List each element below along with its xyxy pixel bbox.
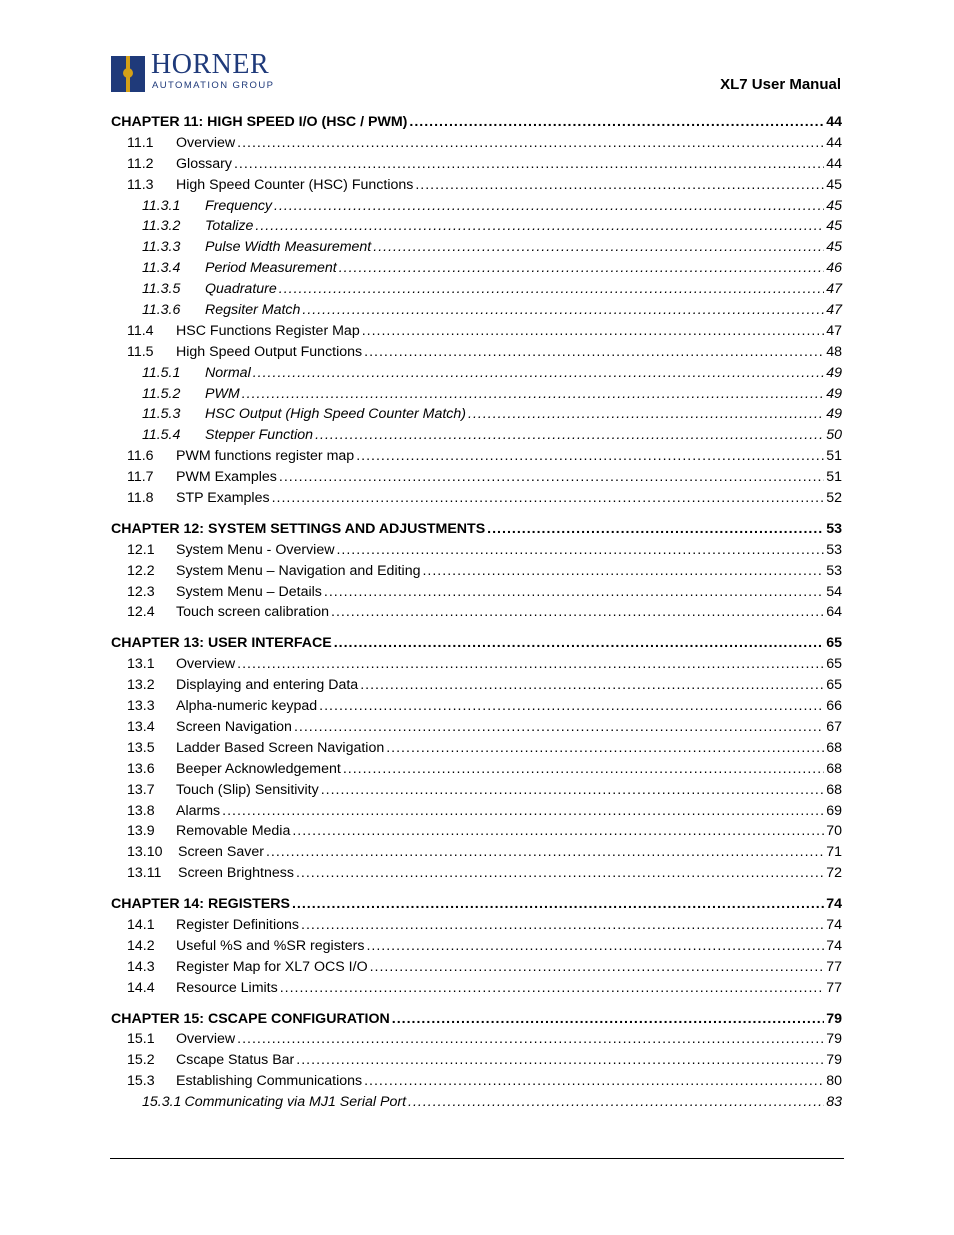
toc-entry-title: System Menu – Details: [176, 583, 322, 600]
toc-entry-number: 13.1: [127, 656, 155, 673]
toc-entry-number: 11.5.4: [142, 427, 181, 444]
toc-subsection-entry[interactable]: [111, 384, 842, 405]
toc-section-entry[interactable]: [111, 342, 842, 363]
toc-entry-title: Alpha-numeric keypad: [176, 698, 318, 715]
toc-page-number: 45: [826, 197, 842, 214]
toc-entry-number: 13.3: [127, 698, 155, 715]
toc-entry-number: 14.1: [127, 916, 155, 933]
toc-page-number: 67: [826, 718, 842, 735]
toc-entry-number: 11.3.4: [142, 260, 181, 277]
toc-entry-title: Resource Limits: [176, 979, 278, 996]
toc-page-number: 83: [826, 1094, 842, 1111]
toc-entry-number: 15.2: [127, 1052, 155, 1069]
toc-page-number: 52: [826, 490, 842, 507]
toc-entry-title: Communicating via MJ1 Serial Port: [184, 1094, 407, 1111]
toc-leader-dots: [301, 915, 824, 936]
toc-entry-number: 12.2: [127, 562, 155, 579]
toc-entry-title: Beeper Acknowledgement: [176, 760, 341, 777]
toc-page-number: 79: [826, 1052, 842, 1069]
toc-entry-number: 14.3: [127, 958, 155, 975]
toc-leader-dots: [237, 1029, 824, 1050]
toc-entry-number: 11.3.6: [142, 302, 181, 319]
toc-entry-title: Register Map for XL7 OCS I/O: [176, 958, 368, 975]
toc-page-number: 72: [826, 865, 842, 882]
toc-page-number: 68: [826, 739, 842, 756]
toc-leader-dots: [237, 133, 824, 154]
toc-page-number: 46: [826, 260, 842, 277]
toc-leader-dots: [296, 1050, 824, 1071]
toc-leader-dots: [242, 384, 825, 405]
toc-leader-dots: [409, 112, 824, 133]
toc-subsection-entry[interactable]: [111, 1092, 842, 1113]
toc-section-entry[interactable]: [111, 582, 842, 603]
toc-leader-dots: [321, 780, 825, 801]
toc-section-entry[interactable]: [111, 759, 842, 780]
toc-entry-number: 12.1: [127, 541, 155, 558]
toc-leader-dots: [415, 175, 824, 196]
toc-entry-title: Displaying and entering Data: [176, 677, 359, 694]
toc-entry-title: Frequency: [205, 197, 273, 214]
toc-section-entry[interactable]: [111, 446, 842, 467]
toc-chapter-title: CHAPTER 14: REGISTERS: [111, 896, 290, 913]
toc-section-entry[interactable]: [111, 133, 842, 154]
toc-entry-number: 11.3.3: [142, 239, 181, 256]
toc-leader-dots: [279, 467, 824, 488]
toc-section-entry[interactable]: [111, 1029, 842, 1050]
toc-leader-dots: [339, 258, 825, 279]
toc-entry-number: 13.4: [127, 718, 155, 735]
toc-leader-dots: [360, 675, 824, 696]
toc-entry-number: 11.2: [127, 155, 154, 172]
toc-section-entry[interactable]: [111, 738, 842, 759]
toc-section-entry[interactable]: [111, 915, 842, 936]
toc-subsection-entry[interactable]: [111, 363, 842, 384]
toc-page-number: 44: [826, 155, 842, 172]
toc-subsection-entry[interactable]: [111, 404, 842, 425]
toc-entry-title: Regsiter Match: [205, 302, 301, 319]
toc-page-number: 74: [826, 916, 842, 933]
toc-entry-number: 13.6: [127, 760, 155, 777]
toc-entry-title: High Speed Output Functions: [176, 343, 363, 360]
toc-entry-number: 15.1: [127, 1031, 155, 1048]
toc-entry-number: 13.11: [127, 865, 162, 882]
toc-entry-number: 11.3.1: [142, 197, 181, 214]
toc-entry-title: Touch (Slip) Sensitivity: [176, 781, 319, 798]
toc-page-number: 53: [826, 541, 842, 558]
toc-entry-title: Overview: [176, 656, 236, 673]
toc-entry-number: 11.4: [127, 322, 154, 339]
toc-entry-title: Screen Saver: [178, 844, 264, 861]
toc-chapter-title: CHAPTER 13: USER INTERFACE: [111, 635, 332, 652]
toc-page-number: 77: [826, 979, 842, 996]
toc-page-number: 47: [826, 281, 842, 298]
toc-entry-title: System Menu - Overview: [176, 541, 335, 558]
toc-section-entry[interactable]: [111, 978, 842, 999]
toc-entry-title: Screen Navigation: [176, 718, 292, 735]
toc-page-number: 44: [826, 114, 842, 130]
toc-subsection-entry[interactable]: [111, 279, 842, 300]
toc-entry-number: 13.8: [127, 802, 155, 819]
toc-section-entry[interactable]: [111, 154, 842, 175]
toc-page-number: 44: [826, 134, 842, 151]
toc-chapter-entry[interactable]: [111, 633, 842, 654]
toc-entry-number: 11.6: [127, 448, 154, 465]
toc-leader-dots: [292, 821, 824, 842]
toc-entry-title: Establishing Communications: [176, 1073, 363, 1090]
toc-section-entry[interactable]: [111, 1050, 842, 1071]
toc-entry-title: Pulse Width Measurement: [205, 239, 372, 256]
toc-leader-dots: [370, 957, 825, 978]
toc-leader-dots: [366, 936, 824, 957]
toc-entry-number: 13.2: [127, 677, 155, 694]
toc-leader-dots: [468, 404, 824, 425]
toc-chapter-title: CHAPTER 11: HIGH SPEED I/O (HSC / PWM): [111, 114, 408, 130]
toc-chapter-entry[interactable]: [111, 112, 842, 133]
toc-leader-dots: [294, 717, 824, 738]
toc-entry-number: 14.4: [127, 979, 155, 996]
toc-entry-title: Removable Media: [176, 823, 291, 840]
toc-entry-title: Screen Brightness: [178, 865, 294, 882]
toc-leader-dots: [487, 519, 824, 540]
toc-leader-dots: [296, 863, 824, 884]
toc-leader-dots: [343, 759, 824, 780]
toc-page-number: 74: [826, 896, 842, 913]
toc-page-number: 45: [826, 218, 842, 235]
toc-entry-number: 11.3.5: [142, 281, 181, 298]
toc-leader-dots: [266, 842, 824, 863]
toc-leader-dots: [234, 154, 824, 175]
toc-entry-number: 12.4: [127, 604, 155, 621]
toc-page-number: 49: [826, 406, 842, 423]
toc-page-number: 68: [826, 781, 842, 798]
toc-subsection-entry[interactable]: [111, 425, 842, 446]
toc-page-number: 65: [826, 635, 842, 652]
toc-page-number: 79: [826, 1010, 842, 1027]
toc-subsection-entry[interactable]: [111, 258, 842, 279]
toc-entry-number: 11.5.2: [142, 385, 181, 402]
toc-entry-number: 11.5: [127, 343, 154, 360]
toc-subsection-entry[interactable]: [111, 196, 842, 217]
toc-page-number: 69: [826, 802, 842, 819]
toc-leader-dots: [334, 633, 824, 654]
toc-leader-dots: [274, 196, 824, 217]
toc-entry-title: PWM functions register map: [176, 448, 355, 465]
toc-page-number: 66: [826, 698, 842, 715]
toc-entry-title: Cscape Status Bar: [176, 1052, 295, 1069]
toc-leader-dots: [272, 488, 825, 509]
chapter-spacer: [111, 884, 842, 894]
toc-leader-dots: [408, 1092, 824, 1113]
toc-page-number: 47: [826, 322, 842, 339]
toc-section-entry[interactable]: [111, 1071, 842, 1092]
toc-leader-dots: [279, 279, 824, 300]
toc-leader-dots: [302, 300, 824, 321]
toc-entry-number: 11.1: [127, 134, 154, 151]
toc-section-entry[interactable]: [111, 821, 842, 842]
toc-leader-dots: [373, 237, 824, 258]
toc-page-number: 54: [826, 583, 842, 600]
chapter-spacer: [111, 623, 842, 633]
footer-divider: [110, 1158, 844, 1159]
toc-entry-number: 13.9: [127, 823, 155, 840]
toc-page-number: 51: [826, 448, 842, 465]
toc-section-entry[interactable]: [111, 540, 842, 561]
toc-entry-title: Register Definitions: [176, 916, 300, 933]
horner-logo: [111, 49, 281, 95]
toc-entry-title: HSC Output (High Speed Counter Match): [205, 406, 467, 423]
toc-section-entry[interactable]: [111, 696, 842, 717]
toc-leader-dots: [331, 602, 824, 623]
toc-entry-title: System Menu – Navigation and Editing: [176, 562, 421, 579]
table-of-contents: [111, 112, 842, 1113]
logo-mark-icon: [111, 56, 145, 92]
toc-leader-dots: [392, 1009, 824, 1030]
toc-leader-dots: [280, 978, 825, 999]
toc-section-entry[interactable]: [111, 602, 842, 623]
toc-entry-number: 11.8: [127, 490, 154, 507]
toc-entry-number: 14.2: [127, 937, 155, 954]
toc-entry-number: 13.10: [127, 844, 163, 861]
toc-entry-title: Quadrature: [205, 281, 277, 298]
toc-entry-title: Glossary: [176, 155, 232, 172]
toc-entry-number: 15.3: [127, 1073, 155, 1090]
toc-entry-title: Period Measurement: [205, 260, 337, 277]
toc-section-entry[interactable]: [111, 654, 842, 675]
toc-subsection-entry[interactable]: [111, 300, 842, 321]
toc-entry-title: Alarms: [176, 802, 221, 819]
toc-entry-title: Stepper Function: [205, 427, 314, 444]
toc-chapter-title: CHAPTER 15: CSCAPE CONFIGURATION: [111, 1010, 390, 1027]
toc-entry-number: 11.5.3: [142, 406, 181, 423]
toc-leader-dots: [253, 363, 824, 384]
toc-page-number: 45: [826, 239, 842, 256]
toc-leader-dots: [319, 696, 824, 717]
toc-page-number: 53: [826, 562, 842, 579]
toc-page-number: 49: [826, 385, 842, 402]
toc-leader-dots: [336, 540, 824, 561]
toc-entry-number: 11.5.1: [142, 364, 181, 381]
toc-leader-dots: [255, 216, 824, 237]
toc-page-number: 48: [826, 343, 842, 360]
toc-page-number: 64: [826, 604, 842, 621]
toc-entry-number: 15.3.1: [142, 1094, 182, 1111]
toc-entry-title: Overview: [176, 134, 236, 151]
toc-section-entry[interactable]: [111, 467, 842, 488]
toc-leader-dots: [324, 582, 824, 603]
toc-section-entry[interactable]: [111, 936, 842, 957]
toc-entry-number: 11.3.2: [142, 218, 181, 235]
toc-entry-title: Useful %S and %SR registers: [176, 937, 365, 954]
toc-entry-number: 13.5: [127, 739, 155, 756]
toc-page-number: 74: [826, 937, 842, 954]
toc-page-number: 53: [826, 520, 842, 537]
toc-subsection-entry[interactable]: [111, 237, 842, 258]
toc-chapter-entry[interactable]: [111, 894, 842, 915]
toc-page-number: 65: [826, 677, 842, 694]
toc-entry-title: Normal: [205, 364, 251, 381]
toc-leader-dots: [315, 425, 824, 446]
toc-entry-title: Overview: [176, 1031, 236, 1048]
toc-leader-dots: [364, 1071, 824, 1092]
toc-entry-number: 11.7: [127, 469, 154, 486]
toc-entry-number: 13.7: [127, 781, 155, 798]
chapter-spacer: [111, 999, 842, 1009]
toc-subsection-entry[interactable]: [111, 216, 842, 237]
toc-leader-dots: [356, 446, 824, 467]
toc-page-number: 80: [826, 1073, 842, 1090]
toc-leader-dots: [364, 342, 824, 363]
toc-leader-dots: [362, 321, 825, 342]
toc-leader-dots: [386, 738, 824, 759]
document-title: XL7 User Manual: [720, 76, 841, 93]
toc-section-entry[interactable]: [111, 175, 842, 196]
toc-entry-title: Totalize: [205, 218, 254, 235]
toc-entry-title: STP Examples: [176, 490, 270, 507]
toc-section-entry[interactable]: [111, 863, 842, 884]
toc-page-number: 77: [826, 958, 842, 975]
chapter-spacer: [111, 509, 842, 519]
toc-page-number: 70: [826, 823, 842, 840]
toc-section-entry[interactable]: [111, 957, 842, 978]
toc-page-number: 45: [826, 176, 842, 193]
toc-chapter-entry[interactable]: [111, 1009, 842, 1030]
toc-page-number: 65: [826, 656, 842, 673]
toc-chapter-title: CHAPTER 12: SYSTEM SETTINGS AND ADJUSTMENTS: [111, 520, 486, 537]
logo-name: HORNER: [151, 49, 270, 80]
toc-entry-title: Ladder Based Screen Navigation: [176, 739, 385, 756]
logo-tagline: AUTOMATION GROUP: [152, 80, 275, 91]
toc-page-number: 49: [826, 364, 842, 381]
toc-entry-number: 11.3: [127, 176, 154, 193]
toc-section-entry[interactable]: [111, 801, 842, 822]
toc-page-number: 50: [826, 427, 842, 444]
toc-entry-number: 12.3: [127, 583, 155, 600]
toc-section-entry[interactable]: [111, 842, 842, 863]
toc-section-entry[interactable]: [111, 717, 842, 738]
toc-page-number: 47: [826, 302, 842, 319]
toc-section-entry[interactable]: [111, 780, 842, 801]
toc-leader-dots: [292, 894, 824, 915]
toc-entry-title: HSC Functions Register Map: [176, 322, 360, 339]
toc-leader-dots: [237, 654, 824, 675]
toc-section-entry[interactable]: [111, 675, 842, 696]
toc-chapter-entry[interactable]: [111, 519, 842, 540]
toc-section-entry[interactable]: [111, 321, 842, 342]
toc-entry-title: High Speed Counter (HSC) Functions: [176, 176, 414, 193]
toc-section-entry[interactable]: [111, 561, 842, 582]
toc-leader-dots: [422, 561, 824, 582]
toc-entry-title: PWM: [205, 385, 240, 402]
toc-entry-title: Touch screen calibration: [176, 604, 329, 621]
toc-page-number: 71: [826, 844, 842, 861]
toc-page-number: 68: [826, 760, 842, 777]
toc-leader-dots: [222, 801, 824, 822]
toc-page-number: 51: [826, 469, 842, 486]
toc-section-entry[interactable]: [111, 488, 842, 509]
toc-entry-title: PWM Examples: [176, 469, 277, 486]
toc-page-number: 79: [826, 1031, 842, 1048]
